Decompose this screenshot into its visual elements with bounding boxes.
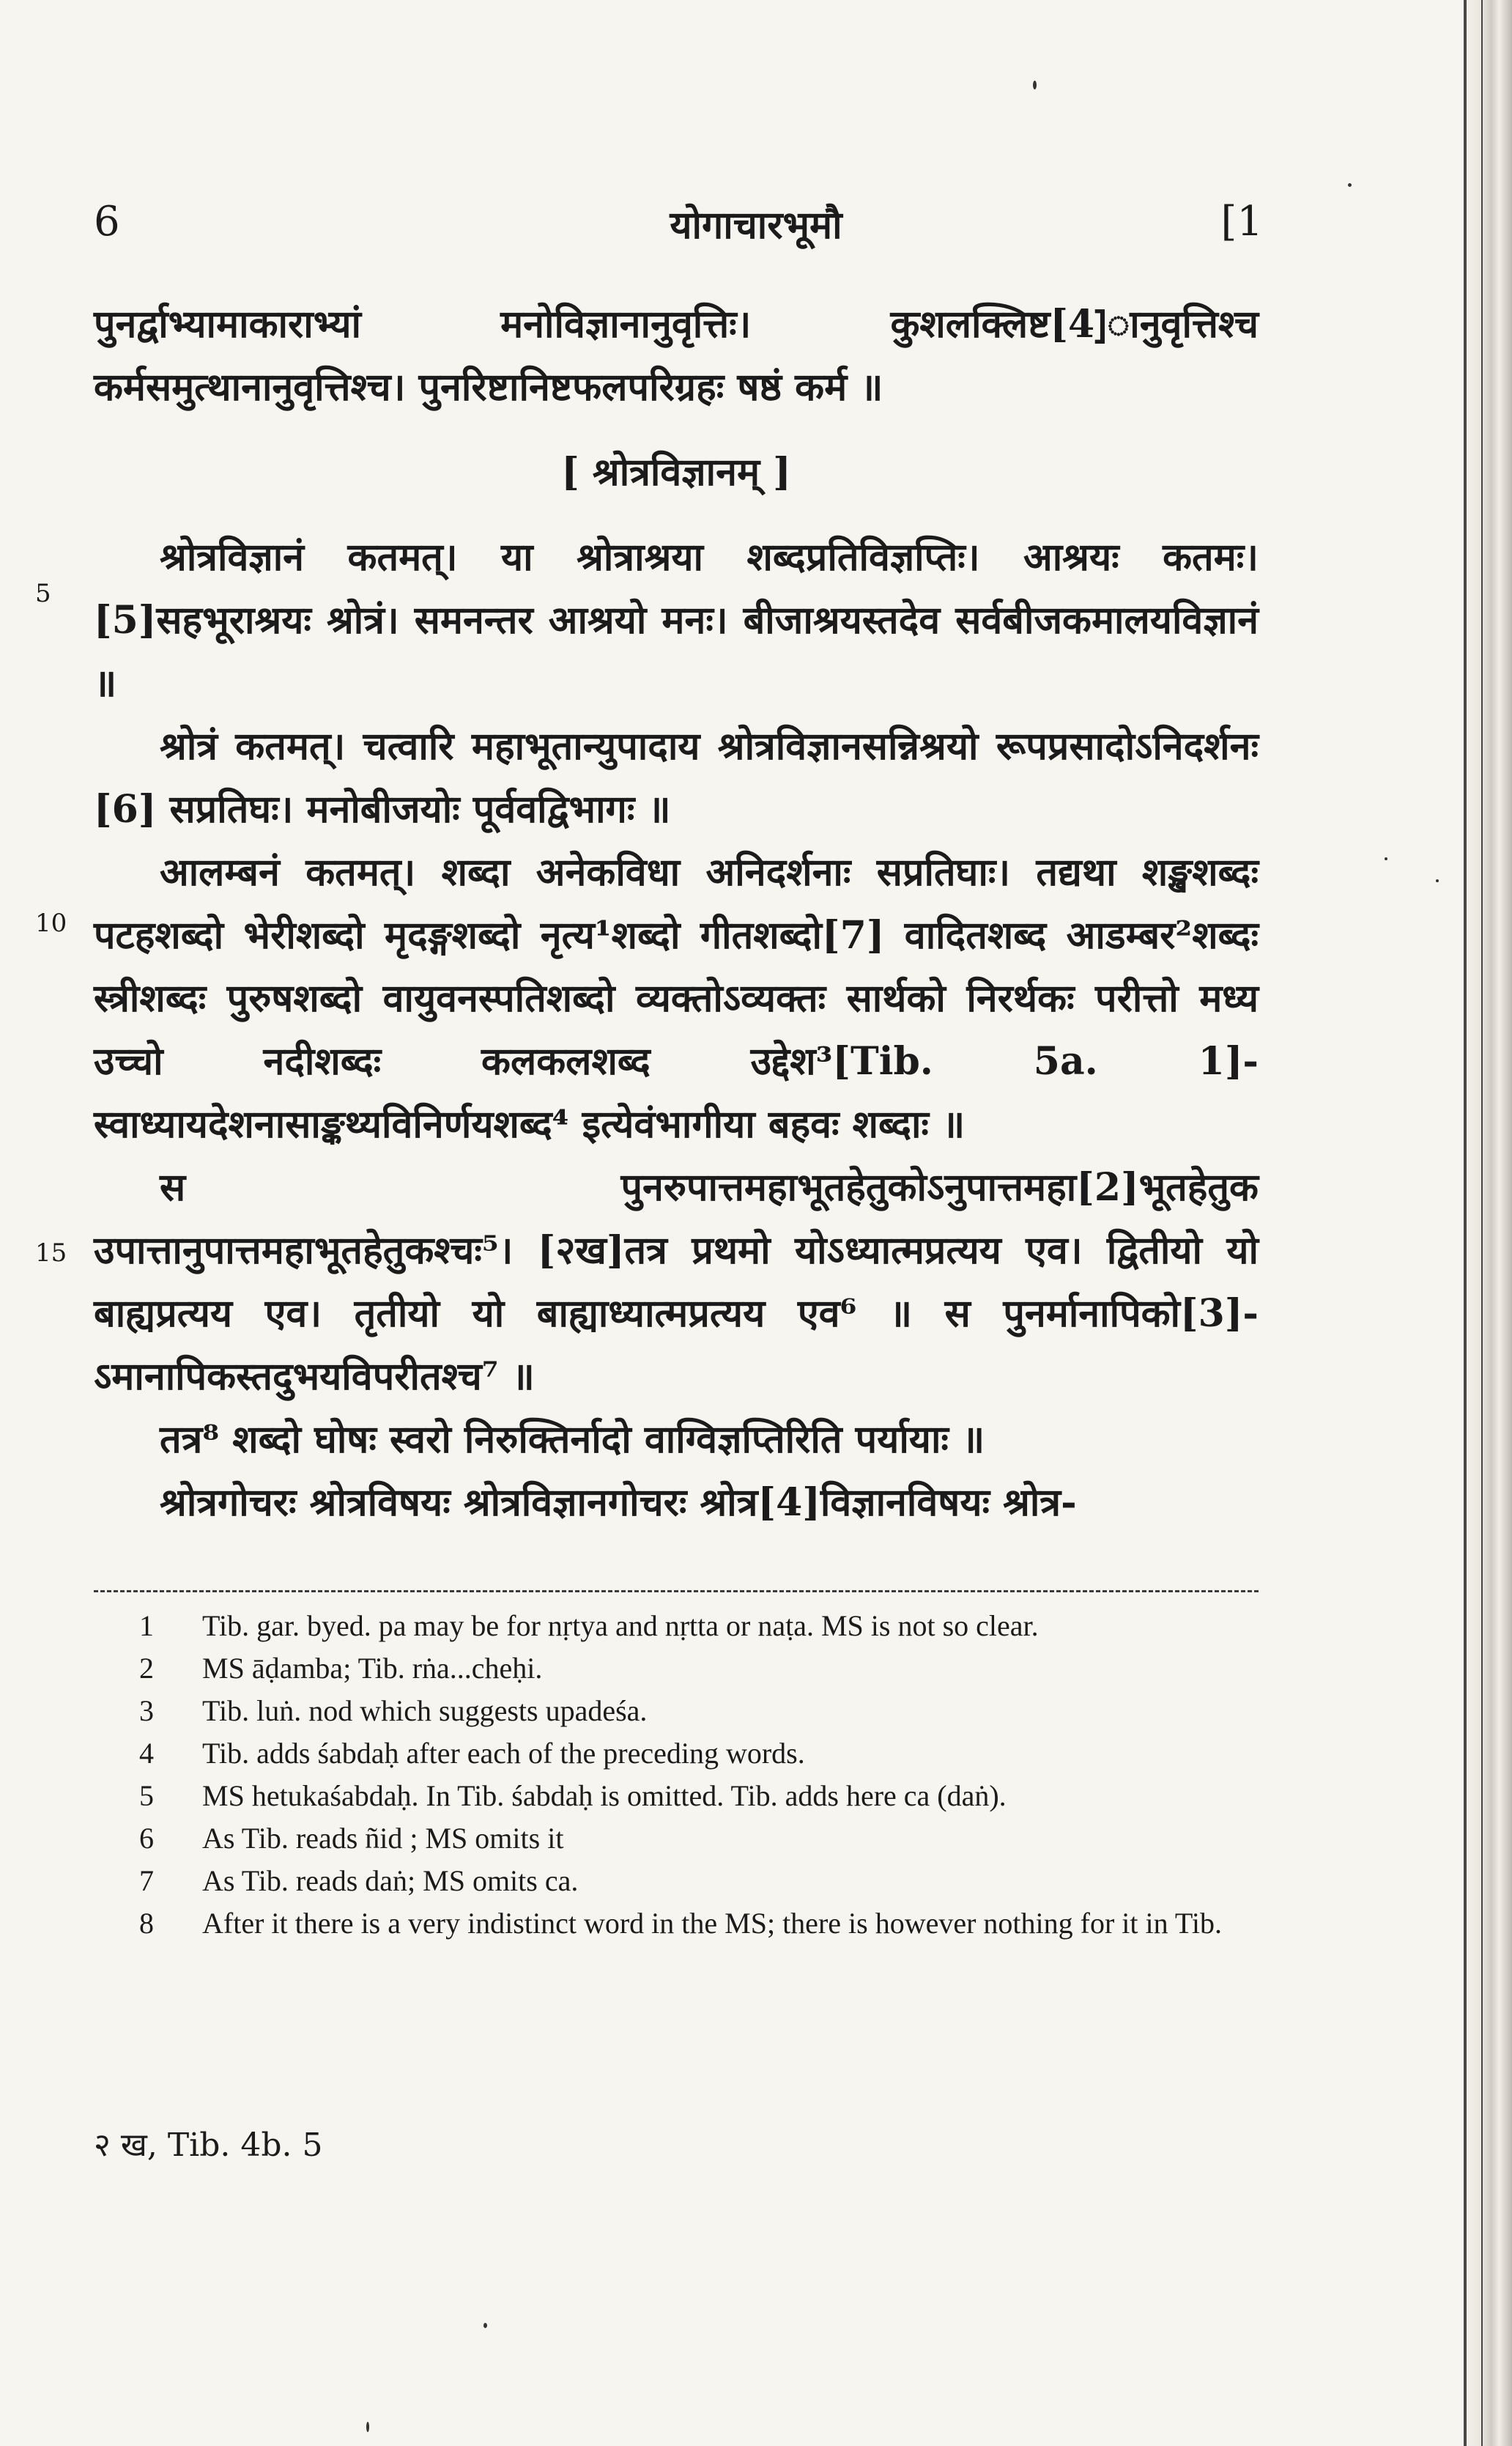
paragraph: पुनर्द्वाभ्यामाकाराभ्यां मनोविज्ञानानुवृत्तिः। कुशलक्लिष्ट[4]ानुवृत्तिश्च कर्मसमुत्थानानुवृत्तिश्च। पुनरिष्टानिष्टफलपरिग्रहः षष्ठं कर्म ॥ — [94, 302, 1259, 410]
footnote-text: Tib. adds śabdaḥ after each of the preceding words. — [202, 1737, 805, 1770]
paragraph: तत्र⁸ शब्दो घोषः स्वरो निरुक्तिर्नादो वाग्विज्ञप्तिरिति पर्यायाः ॥ — [160, 1417, 985, 1462]
footnote-number: 3 — [139, 1694, 154, 1727]
footnote — [139, 1902, 1267, 1945]
paragraph: आलम्बनं कतमत्। शब्दा अनेकविधा अनिदर्शनाः सप्रतिघाः। तद्यथा शङ्खशब्दः पटहशब्दो भेरीशब्दो मृदङ्गशब्दो नृत्य¹शब्दो गीतशब्दो[7] वादितशब्द आडम्बर²शब्दः स्त्रीशब्दः पुरुषशब्दो वायुवनस्पतिशब्दो व्यक्तोऽव्यक्तः सार्थको निरर्थकः परीत्तो मध्य उच्चो नदीशब्दः कलकलशब्द उद्देश³[Tib. 5a. 1]-स्वाध्यायदेशनासाङ्कथ्यविनिर्णयशब्द⁴ इत्येवंभागीया बहवः शब्दाः ॥ — [94, 850, 1259, 1147]
page-edge-line — [1464, 0, 1467, 2446]
footnote-number: 7 — [139, 1864, 154, 1897]
footnote-text: MS āḍamba; Tib. rṅa...cheḥi. — [202, 1652, 543, 1685]
footnote-number: 2 — [139, 1652, 154, 1685]
footnote-text: After it there is a very indistinct word in the MS; there is however nothing for it in Tib. — [202, 1907, 1223, 1940]
footnote-text: Tib. gar. byed. pa may be for nṛtya and nṛtta or naṭa. MS is not so clear. — [202, 1609, 1039, 1642]
footnote-number: 4 — [139, 1737, 154, 1770]
footnote-number: 6 — [139, 1822, 154, 1855]
paper-speck — [366, 2422, 369, 2432]
section-heading: [ श्रोत्रविज्ञानम् ] — [561, 450, 791, 495]
main-text — [94, 293, 1259, 1534]
footnote — [139, 1605, 1267, 1647]
page-number: 6 — [94, 198, 120, 245]
chapter-mark: [1 — [1220, 198, 1263, 245]
footnote-rule — [94, 1590, 1259, 1592]
footnote — [139, 1732, 1267, 1775]
line-number: 5 — [35, 579, 51, 608]
footnote-text: As Tib. reads ñid ; MS omits it — [202, 1822, 564, 1855]
footnote-text: As Tib. reads daṅ; MS omits ca. — [202, 1864, 579, 1897]
paper-speck — [1033, 81, 1037, 89]
footnote-text: Tib. luṅ. nod which suggests upadeśa. — [202, 1694, 648, 1727]
footnote — [139, 1690, 1267, 1732]
paragraph: श्रोत्रविज्ञानं कतमत्। या श्रोत्राश्रया शब्दप्रतिविज्ञप्तिः। आश्रयः कतमः। [5]सहभूराश्रयः श्रोत्रं। समनन्तर आश्रयो मनः। बीजाश्रयस्तदेव सर्वबीजकमालयविज्ञानं ॥ — [94, 535, 1259, 706]
page-header — [0, 198, 1512, 256]
paragraph: श्रोत्रं कतमत्। चत्वारि महाभूतान्युपादाय श्रोत्रविज्ञानसन्निश्रयो रूपप्रसादोऽनिदर्शनः [6] सप्रतिघः। मनोबीजयोः पूर्ववद्विभागः ॥ — [94, 724, 1259, 832]
running-title: योगाचारभूमौ — [670, 203, 842, 248]
line-number: 10 — [35, 909, 67, 938]
paper-speck — [1436, 879, 1439, 882]
line-number: 15 — [35, 1238, 67, 1268]
paper-speck — [483, 2323, 487, 2328]
paragraph: श्रोत्रगोचरः श्रोत्रविषयः श्रोत्रविज्ञानगोचरः श्रोत्र[4]विज्ञानविषयः श्रोत्र- — [160, 1480, 1077, 1525]
paragraph: स पुनरुपात्तमहाभूतहेतुकोऽनुपात्तमहा[2]भूतहेतुक उपात्तानुपात्तमहाभूतहेतुकश्चः⁵। [२ख]तत्र प्रथमो योऽध्यात्मप्रत्यय एव। द्वितीयो यो बाह्यप्रत्यय एव। तृतीयो यो बाह्याध्यात्मप्रत्यय एव⁶ ॥ स पुनर्मानापिको[3]-ऽमानापिकस्तदुभयविपरीतश्च⁷ ॥ — [94, 1165, 1259, 1399]
footnotes — [139, 1605, 1267, 1945]
page-edge-line — [1481, 0, 1483, 2446]
paper-speck — [1348, 183, 1352, 187]
footnote-number: 1 — [139, 1609, 154, 1642]
paper-speck — [1385, 857, 1387, 860]
footnote-text: MS hetukaśabdaḥ. In Tib. śabdaḥ is omitted. Tib. adds here ca (daṅ). — [202, 1779, 1007, 1812]
footnote — [139, 1860, 1267, 1902]
footnote — [139, 1817, 1267, 1860]
source-reference: २ ख, Tib. 4b. 5 — [94, 2127, 323, 2164]
footnote — [139, 1775, 1267, 1817]
footnote-number: 8 — [139, 1907, 154, 1940]
footnote — [139, 1647, 1267, 1690]
page-edge — [1461, 0, 1512, 2446]
footnote-number: 5 — [139, 1779, 154, 1812]
